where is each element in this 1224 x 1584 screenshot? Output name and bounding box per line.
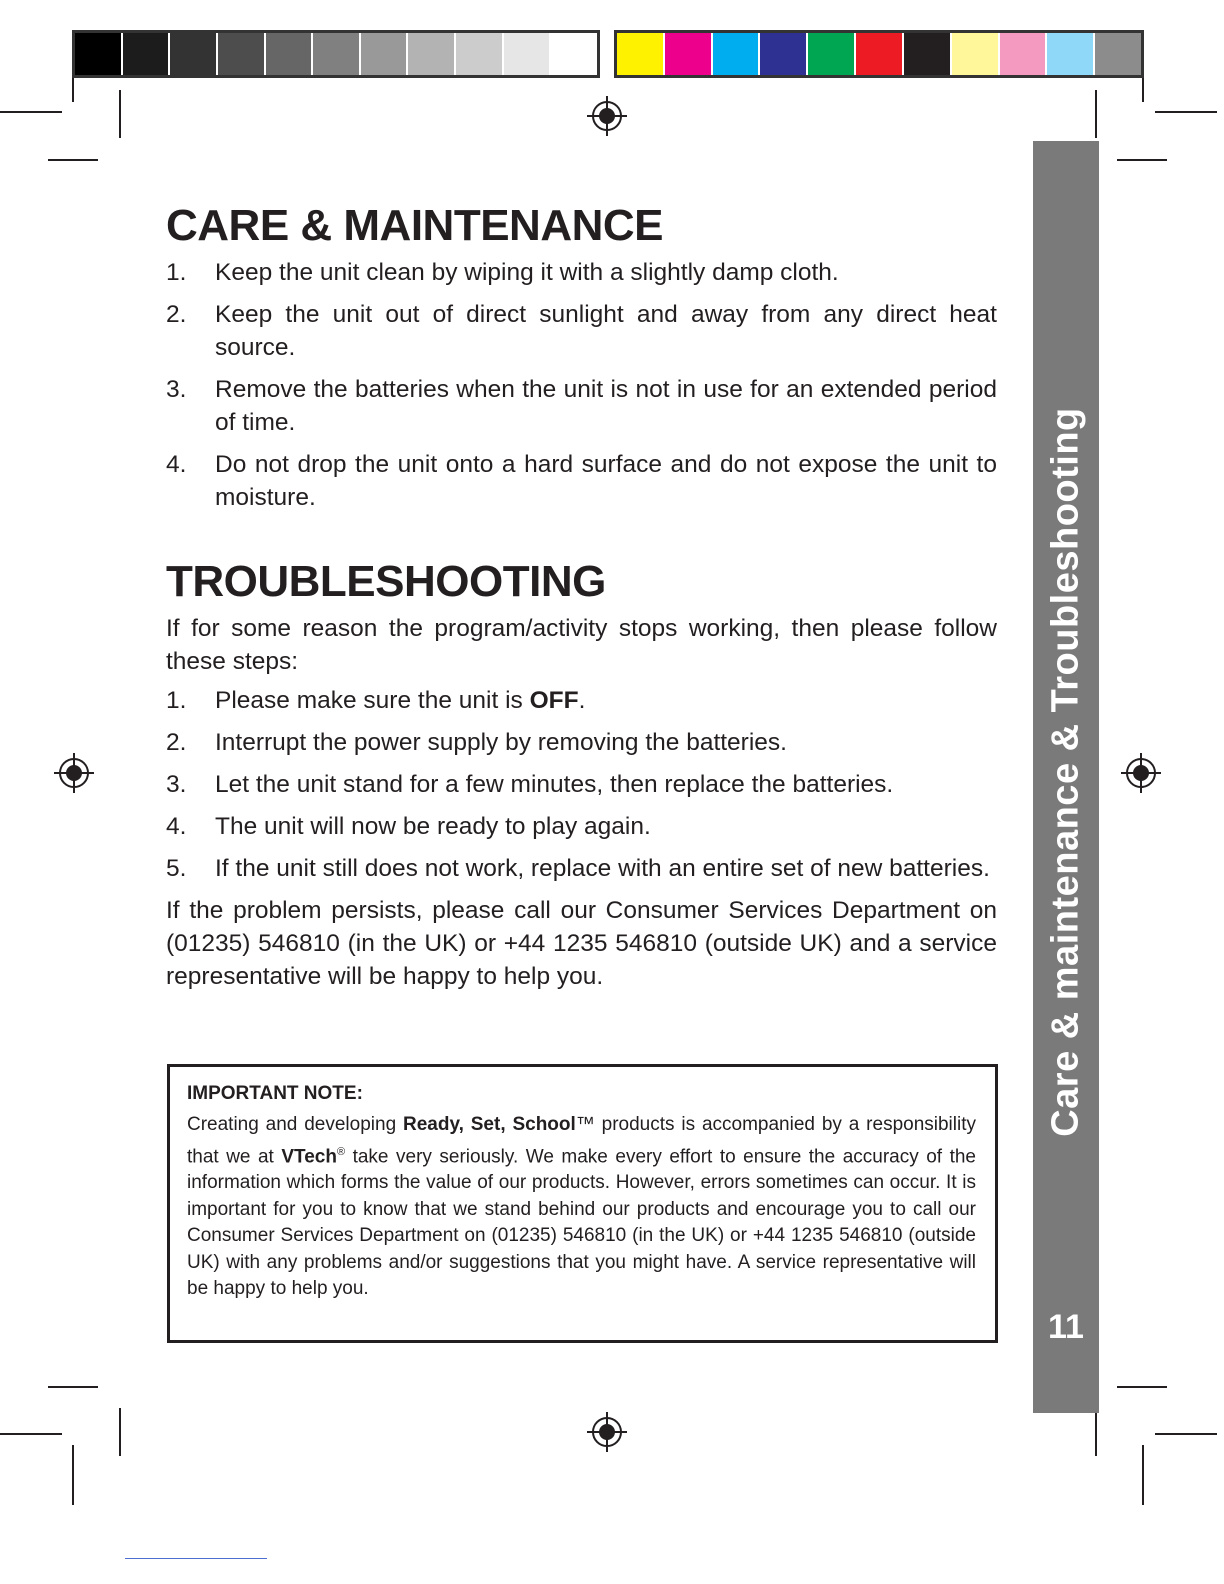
list-item: 3. Let the unit stand for a few minutes, then replace the batteries. xyxy=(166,771,894,798)
color-swatch xyxy=(504,33,552,75)
color-swatch xyxy=(665,33,713,75)
color-swatch xyxy=(1000,33,1048,75)
color-swatch xyxy=(713,33,761,75)
color-swatch xyxy=(551,33,597,75)
registration-mark-icon xyxy=(587,1412,627,1452)
list-item: 4. The unit will now be ready to play again. xyxy=(166,813,651,840)
registration-mark-icon xyxy=(1121,753,1161,793)
color-swatch xyxy=(856,33,904,75)
troubleshooting-list xyxy=(166,684,997,885)
list-item: 2. Keep the unit out of direct sunlight and away from any direct heat source. xyxy=(166,301,997,361)
color-swatch xyxy=(456,33,504,75)
note-text: Creating and developing Ready, Set, School™ products is accompanied by a responsibility that we at VTech® take very seriously. We make every effort to ensure the accuracy of the information which forms the value of our products. However, errors sometimes can occur. It is important for you to know that we stand behind our products and encourage you to call our Consumer Services Department on (01235) 546810 (in the UK) or +44 1235 546810 (outside UK) with any problems and/or suggestions that you might have. A service representative will be happy to help you. xyxy=(187,1114,977,1300)
color-swatch xyxy=(617,33,665,75)
list-item: 5. If the unit still does not work, replace with an entire set of new batteries. xyxy=(166,855,990,882)
color-swatch xyxy=(218,33,266,75)
color-swatch xyxy=(760,33,808,75)
color-swatch xyxy=(266,33,314,75)
list-item: 4. Do not drop the unit onto a hard surface and do not expose the unit to moisture. xyxy=(166,451,997,511)
color-swatch xyxy=(808,33,856,75)
troubleshooting-outro: If the problem persists, please call our Consumer Services Department on (01235) 546810 (in the UK) or +44 1235 546810 (outside UK) and a service representative will be happy to help you. xyxy=(166,897,997,990)
off-label: OFF xyxy=(529,687,579,714)
list-item: 2. Interrupt the power supply by removing the batteries. xyxy=(166,729,787,756)
main-content xyxy=(166,196,997,993)
color-swatch xyxy=(952,33,1000,75)
color-calibration-bar xyxy=(614,30,1144,78)
note-title: IMPORTANT NOTE: xyxy=(187,1083,363,1104)
color-swatch xyxy=(170,33,218,75)
troubleshooting-heading: TROUBLESHOOTING xyxy=(166,557,606,606)
troubleshooting-intro: If for some reason the program/activity stops working, then please follow these steps: xyxy=(166,615,997,675)
color-swatch xyxy=(904,33,952,75)
color-swatch xyxy=(1047,33,1095,75)
important-note-box xyxy=(167,1064,998,1343)
color-swatch xyxy=(408,33,456,75)
registration-mark-icon xyxy=(54,753,94,793)
care-maintenance-heading: CARE & MAINTENANCE xyxy=(166,201,663,250)
color-swatch xyxy=(313,33,361,75)
page-number: 11 xyxy=(1048,1308,1084,1346)
grayscale-calibration-bar xyxy=(72,30,600,78)
list-item: 1. Please make sure the unit is OFF. xyxy=(166,687,586,714)
link-underline xyxy=(125,1558,267,1559)
care-list xyxy=(166,256,997,514)
color-swatch xyxy=(1095,33,1141,75)
color-swatch xyxy=(75,33,123,75)
side-tab-title: Care & maintenance & Troubleshooting xyxy=(1044,407,1087,1137)
list-item: 3. Remove the batteries when the unit is not in use for an extended period of time. xyxy=(166,376,997,436)
registration-mark-icon xyxy=(587,96,627,136)
color-swatch xyxy=(361,33,409,75)
list-item: 1. Keep the unit clean by wiping it with a slightly damp cloth. xyxy=(166,259,839,286)
color-swatch xyxy=(123,33,171,75)
